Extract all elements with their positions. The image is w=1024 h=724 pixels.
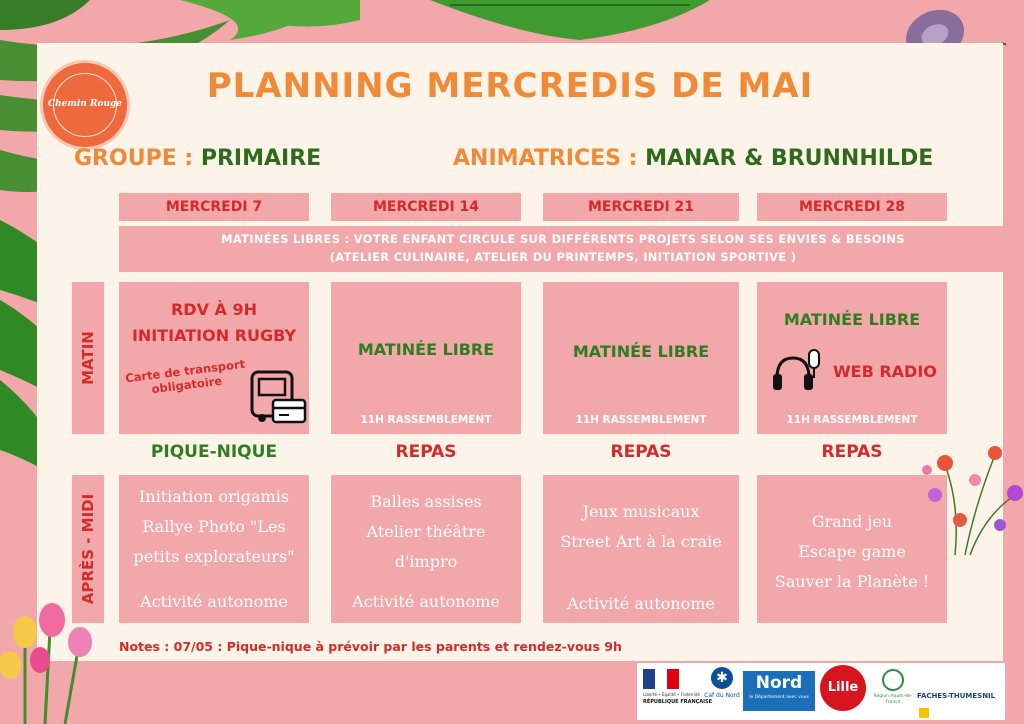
flowers-illustration-right bbox=[915, 425, 1024, 560]
day-header-28: MERCREDI 28 bbox=[757, 193, 947, 221]
leaders-value: MANAR & BRUNNHILDE bbox=[645, 146, 934, 171]
faches-text: FACHES-THUMESNIL bbox=[917, 692, 996, 700]
caf-text: Caf du Nord bbox=[704, 692, 740, 699]
morning-label-text: MATIN bbox=[79, 331, 97, 385]
afternoon-label-text: APRÈS - MIDI bbox=[79, 493, 97, 605]
transport-card-note: Carte de transport obligatoire bbox=[124, 356, 246, 397]
group-info bbox=[74, 146, 321, 171]
partner-logos-strip bbox=[637, 663, 1005, 720]
rf-motto: Liberté • Égalité • Fraternité bbox=[643, 692, 700, 697]
group-label: GROUPE : bbox=[74, 146, 194, 171]
nord-text: Nord bbox=[755, 673, 803, 693]
free-mornings-banner bbox=[119, 226, 1007, 272]
afternoon-cell-7 bbox=[119, 475, 309, 623]
activity-line: Activité autonome bbox=[352, 592, 500, 611]
rf-name: RÉPUBLIQUE FRANÇAISE bbox=[643, 699, 713, 705]
faches-icon bbox=[919, 708, 929, 718]
meal-21: REPAS bbox=[610, 442, 672, 462]
leaders-label: ANIMATRICES : bbox=[453, 146, 638, 171]
meal-7: PIQUE-NIQUE bbox=[150, 442, 278, 462]
nord-subtitle: le Département avec vous bbox=[749, 695, 809, 700]
hdf-text: Région Hauts-de-France bbox=[873, 694, 913, 705]
banner-line-2: (ATELIER CULINAIRE, ATELIER DU PRINTEMPS, INITIATION SPORTIVE ) bbox=[329, 250, 797, 264]
activity-line: Jeux musicaux bbox=[582, 502, 700, 521]
meal-14: REPAS bbox=[395, 442, 457, 462]
morning-cell-28 bbox=[757, 282, 947, 434]
caf-logo bbox=[703, 667, 741, 715]
caf-icon: ✱ bbox=[711, 667, 733, 689]
afternoon-cell-21 bbox=[543, 475, 739, 623]
chemin-rouge-logo bbox=[40, 60, 130, 150]
morning-title: MATINÉE LIBRE bbox=[357, 340, 495, 359]
meal-28: REPAS bbox=[821, 442, 883, 462]
hauts-de-france-logo bbox=[873, 669, 913, 713]
lille-text: Lille bbox=[827, 680, 859, 695]
rdv-text: RDV À 9H bbox=[170, 300, 258, 319]
activity-line: Escape game bbox=[798, 542, 906, 561]
web-radio-text: WEB RADIO bbox=[833, 362, 937, 381]
group-value: PRIMAIRE bbox=[200, 146, 322, 171]
leaders-info bbox=[453, 146, 933, 171]
logo-text: Chemin Rouge bbox=[47, 99, 123, 109]
nord-logo bbox=[743, 671, 815, 711]
afternoon-cell-14 bbox=[331, 475, 521, 623]
activity-line: Activité autonome bbox=[567, 594, 715, 613]
microphone-headphones-icon bbox=[771, 348, 823, 396]
gathering-time: 11H RASSEMBLEMENT bbox=[360, 414, 492, 426]
activity-line: Street Art à la craie bbox=[560, 532, 722, 551]
day-header-7: MERCREDI 7 bbox=[119, 193, 309, 221]
notes-text: Notes : 07/05 : Pique-nique à prévoir par les parents et rendez-vous 9h bbox=[119, 639, 622, 654]
transport-card-icon bbox=[249, 370, 309, 430]
morning-cell-21 bbox=[543, 282, 739, 434]
republique-francaise-logo bbox=[643, 669, 713, 713]
morning-cell-14 bbox=[331, 282, 521, 434]
day-header-14: MERCREDI 14 bbox=[331, 193, 521, 221]
activity-line: petits explorateurs" bbox=[133, 547, 295, 566]
activity-line: Grand jeu bbox=[811, 512, 893, 531]
activity-line: Sauver la Planète ! bbox=[774, 572, 930, 591]
banner-line-1: MATINÉES LIBRES : VOTRE ENFANT CIRCULE SUR DIFFÉRENTS PROJETS SELON SES ENVIES & BESOINS bbox=[221, 232, 905, 246]
morning-title: MATINÉE LIBRE bbox=[783, 310, 921, 329]
ville-de-lille-logo bbox=[820, 665, 866, 711]
activity-line: Atelier théâtre bbox=[366, 522, 486, 541]
activity-line: d'impro bbox=[394, 552, 458, 571]
tulips-illustration bbox=[0, 590, 110, 724]
hdf-icon bbox=[882, 669, 904, 691]
morning-cell-7 bbox=[119, 282, 309, 434]
rugby-text: INITIATION RUGBY bbox=[131, 326, 297, 345]
page-title: PLANNING MERCREDIS DE MAI bbox=[206, 66, 814, 106]
activity-line: Balles assises bbox=[370, 492, 482, 511]
morning-row-label bbox=[72, 282, 104, 434]
gathering-time: 11H RASSEMBLEMENT bbox=[786, 414, 918, 426]
day-header-21: MERCREDI 21 bbox=[543, 193, 739, 221]
morning-title: MATINÉE LIBRE bbox=[572, 342, 710, 361]
faches-thumesnil-logo bbox=[917, 683, 1003, 699]
activity-line: Activité autonome bbox=[140, 592, 288, 611]
activity-line: Initiation origamis bbox=[138, 487, 290, 506]
gathering-time: 11H RASSEMBLEMENT bbox=[575, 414, 707, 426]
activity-line: Rallye Photo "Les bbox=[142, 517, 286, 536]
